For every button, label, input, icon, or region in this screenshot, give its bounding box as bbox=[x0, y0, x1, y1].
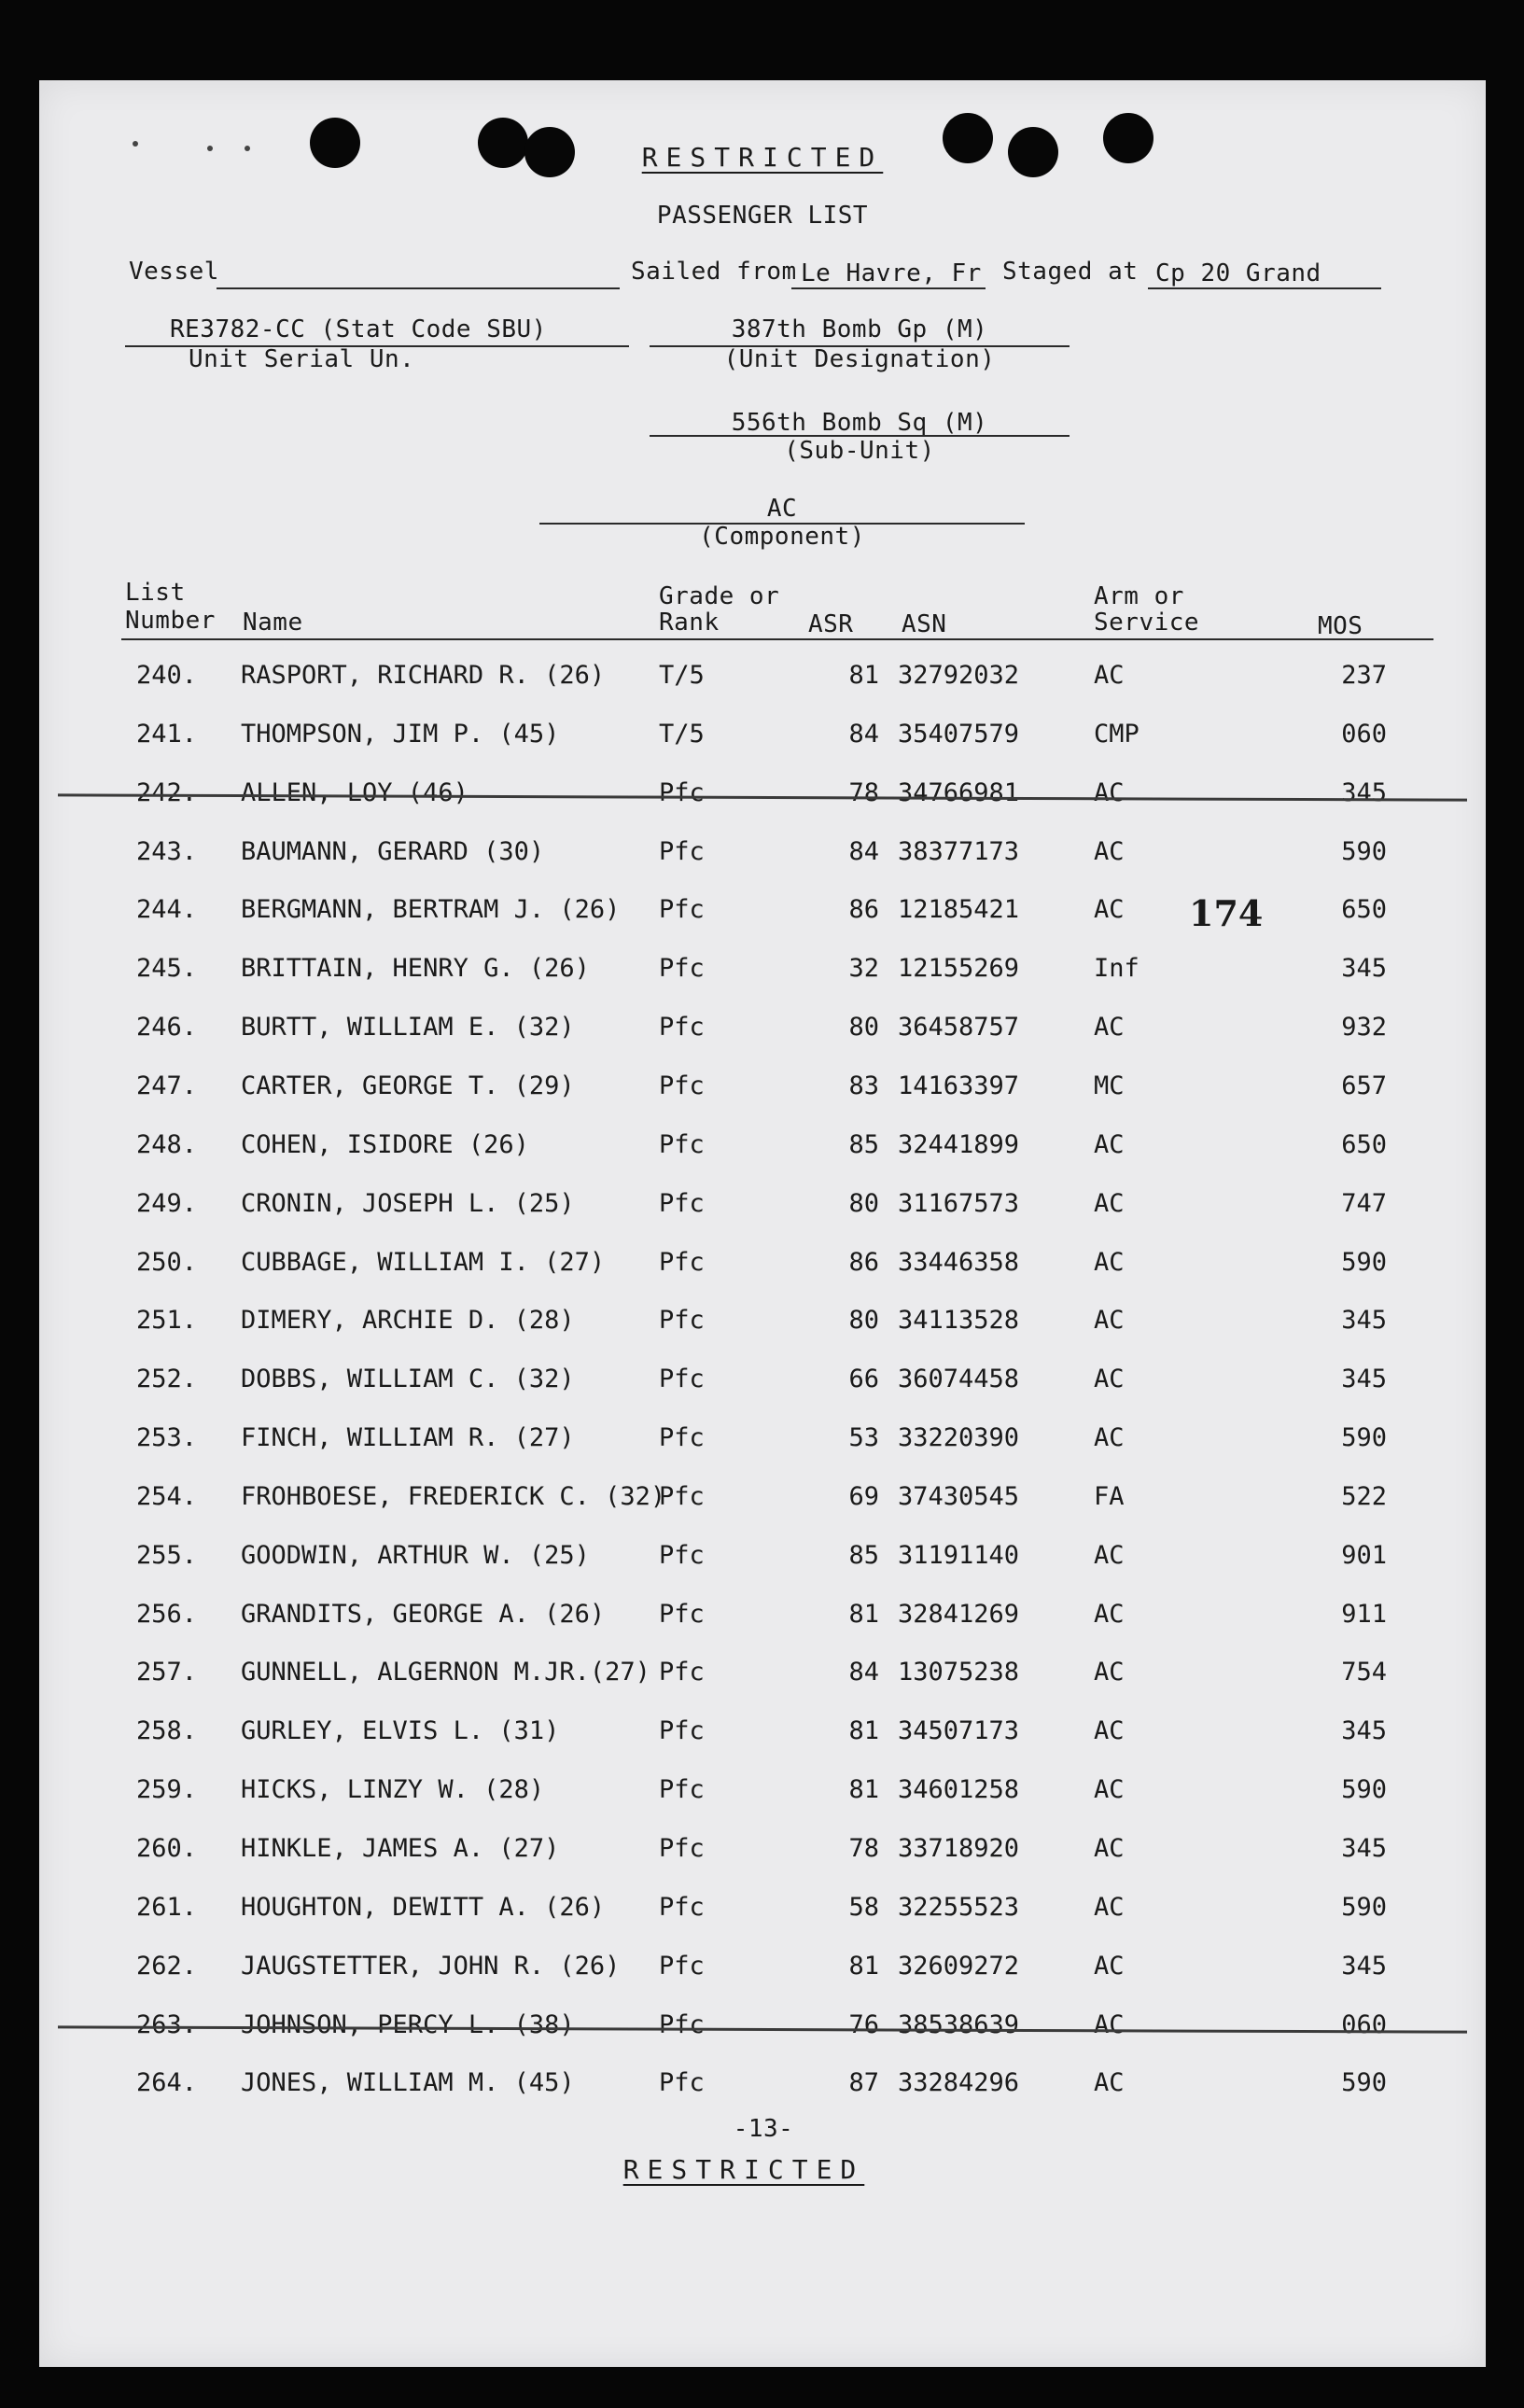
mos: 345 bbox=[1341, 1834, 1387, 1863]
passenger-name: BURTT, WILLIAM E. (32) bbox=[241, 1013, 575, 1043]
vessel-label: Vessel bbox=[129, 258, 219, 286]
mos: 345 bbox=[1341, 954, 1387, 984]
grade: Pfc bbox=[659, 1481, 705, 1511]
grade: Pfc bbox=[659, 836, 705, 866]
passenger-name: GRANDITS, GEORGE A. (26) bbox=[241, 1599, 606, 1629]
mos: 345 bbox=[1341, 1716, 1387, 1746]
arm-service: AC bbox=[1094, 1834, 1125, 1863]
table-row bbox=[39, 1423, 1486, 1461]
unit-serial-caption: Unit Serial Un. bbox=[189, 345, 415, 373]
arm-service: AC bbox=[1094, 1951, 1125, 1981]
passenger-name: DOBBS, WILLIAM C. (32) bbox=[241, 1365, 575, 1394]
asn: 36074458 bbox=[898, 1365, 1020, 1394]
component-value: AC bbox=[766, 495, 798, 523]
list-number: 264. bbox=[136, 2068, 198, 2098]
table-row bbox=[39, 2010, 1486, 2048]
mos: 060 bbox=[1341, 719, 1387, 749]
arm-service: AC bbox=[1094, 1365, 1125, 1394]
asr: 66 bbox=[848, 1365, 879, 1394]
asn: 32609272 bbox=[898, 1951, 1020, 1981]
asn: 14163397 bbox=[898, 1071, 1020, 1100]
asr: 69 bbox=[848, 1481, 879, 1511]
mos: 590 bbox=[1341, 836, 1387, 866]
mos: 522 bbox=[1341, 1481, 1387, 1511]
asr: 84 bbox=[848, 1658, 879, 1687]
grade: Pfc bbox=[659, 1013, 705, 1043]
mos: 657 bbox=[1341, 1071, 1387, 1100]
asn: 37430545 bbox=[898, 1481, 1020, 1511]
list-number: 257. bbox=[136, 1658, 198, 1687]
unit-designation-caption: (Unit Designation) bbox=[723, 345, 996, 373]
punch-hole bbox=[1103, 113, 1153, 163]
list-number: 252. bbox=[136, 1365, 198, 1394]
list-number: 246. bbox=[136, 1013, 198, 1043]
table-row bbox=[39, 1306, 1486, 1343]
staged-at-value: Cp 20 Grand bbox=[1155, 259, 1321, 287]
passenger-name: JAUGSTETTER, JOHN R. (26) bbox=[241, 1951, 621, 1981]
asn: 38538639 bbox=[898, 2009, 1020, 2039]
passenger-name: ALLEN, LOY (46) bbox=[241, 777, 468, 807]
grade: Pfc bbox=[659, 1599, 705, 1629]
table-row bbox=[39, 895, 1486, 932]
grade: Pfc bbox=[659, 1365, 705, 1394]
grade: Pfc bbox=[659, 895, 705, 925]
passenger-name: DIMERY, ARCHIE D. (28) bbox=[241, 1306, 575, 1336]
col-list-number-2: Number bbox=[125, 607, 216, 635]
sailed-from-underline bbox=[791, 287, 986, 289]
asn: 32792032 bbox=[898, 661, 1020, 690]
header-classification: RESTRICTED bbox=[641, 142, 884, 173]
table-row bbox=[39, 1893, 1486, 1930]
asn: 33446358 bbox=[898, 1247, 1020, 1277]
grade: Pfc bbox=[659, 1892, 705, 1922]
speck bbox=[245, 146, 250, 151]
col-arm-2: Service bbox=[1094, 609, 1200, 637]
col-asn: ASN bbox=[902, 610, 947, 638]
passenger-name: RASPORT, RICHARD R. (26) bbox=[241, 661, 606, 690]
arm-service: AC bbox=[1094, 1658, 1125, 1687]
mos: 590 bbox=[1341, 2068, 1387, 2098]
mos: 901 bbox=[1341, 1540, 1387, 1570]
asn: 31167573 bbox=[898, 1188, 1020, 1218]
asn: 12185421 bbox=[898, 895, 1020, 925]
mos: 237 bbox=[1341, 661, 1387, 690]
table-row bbox=[39, 1952, 1486, 1989]
asr: 86 bbox=[848, 1247, 879, 1277]
asr: 81 bbox=[848, 1599, 879, 1629]
asn: 32841269 bbox=[898, 1599, 1020, 1629]
arm-service: AC bbox=[1094, 1013, 1125, 1043]
sailed-from-label: Sailed from bbox=[631, 258, 797, 286]
list-number: 253. bbox=[136, 1423, 198, 1453]
arm-service: CMP bbox=[1094, 719, 1140, 749]
passenger-name: CUBBAGE, WILLIAM I. (27) bbox=[241, 1247, 606, 1277]
grade: T/5 bbox=[659, 719, 705, 749]
arm-service: MC bbox=[1094, 1071, 1125, 1100]
col-grade-2: Rank bbox=[659, 609, 720, 637]
header-rule bbox=[121, 638, 1433, 640]
sub-unit-caption: (Sub-Unit) bbox=[784, 437, 935, 465]
list-number: 243. bbox=[136, 836, 198, 866]
list-number: 260. bbox=[136, 1834, 198, 1863]
passenger-name: JOHNSON, PERCY L. (38) bbox=[241, 2009, 575, 2039]
col-name: Name bbox=[243, 609, 303, 637]
arm-service: AC bbox=[1094, 836, 1125, 866]
table-row bbox=[39, 720, 1486, 757]
table-row bbox=[39, 1834, 1486, 1871]
arm-service: AC bbox=[1094, 777, 1125, 807]
arm-service: AC bbox=[1094, 1306, 1125, 1336]
asr: 58 bbox=[848, 1892, 879, 1922]
grade: Pfc bbox=[659, 1247, 705, 1277]
footer-classification: RESTRICTED bbox=[622, 2154, 865, 2185]
list-number: 255. bbox=[136, 1540, 198, 1570]
asr: 76 bbox=[848, 2009, 879, 2039]
mos: 650 bbox=[1341, 895, 1387, 925]
asn: 34601258 bbox=[898, 1775, 1020, 1805]
list-number: 254. bbox=[136, 1481, 198, 1511]
grade: Pfc bbox=[659, 1775, 705, 1805]
arm-service: AC bbox=[1094, 1540, 1125, 1570]
grade: Pfc bbox=[659, 1834, 705, 1863]
list-number: 248. bbox=[136, 1129, 198, 1159]
arm-service: AC bbox=[1094, 1775, 1125, 1805]
page-stamp-number: 174 bbox=[1189, 892, 1264, 934]
asr: 85 bbox=[848, 1129, 879, 1159]
asr: 83 bbox=[848, 1071, 879, 1100]
arm-service: AC bbox=[1094, 1892, 1125, 1922]
asn: 33220390 bbox=[898, 1423, 1020, 1453]
asr: 32 bbox=[848, 954, 879, 984]
col-grade-1: Grade or bbox=[659, 582, 780, 610]
passenger-name: FINCH, WILLIAM R. (27) bbox=[241, 1423, 575, 1453]
asr: 81 bbox=[848, 1951, 879, 1981]
unit-serial-value: RE3782-CC (Stat Code SBU) bbox=[170, 315, 547, 343]
grade: Pfc bbox=[659, 1658, 705, 1687]
arm-service: AC bbox=[1094, 1247, 1125, 1277]
list-number: 261. bbox=[136, 1892, 198, 1922]
asn: 32441899 bbox=[898, 1129, 1020, 1159]
asn: 36458757 bbox=[898, 1013, 1020, 1043]
table-row bbox=[39, 837, 1486, 875]
table-row bbox=[39, 1071, 1486, 1109]
mos: 060 bbox=[1341, 2009, 1387, 2039]
asn: 34766981 bbox=[898, 777, 1020, 807]
punch-hole bbox=[310, 118, 360, 168]
asn: 32255523 bbox=[898, 1892, 1020, 1922]
mos: 345 bbox=[1341, 1306, 1387, 1336]
punch-hole bbox=[1008, 127, 1058, 177]
asr: 78 bbox=[848, 777, 879, 807]
asr: 85 bbox=[848, 1540, 879, 1570]
arm-service: AC bbox=[1094, 895, 1125, 925]
list-number: 258. bbox=[136, 1716, 198, 1746]
asn: 38377173 bbox=[898, 836, 1020, 866]
table-row bbox=[39, 1365, 1486, 1402]
passenger-name: BERGMANN, BERTRAM J. (26) bbox=[241, 895, 621, 925]
passenger-name: CRONIN, JOSEPH L. (25) bbox=[241, 1188, 575, 1218]
passenger-name: GURLEY, ELVIS L. (31) bbox=[241, 1716, 560, 1746]
speck bbox=[133, 141, 138, 147]
table-row bbox=[39, 1658, 1486, 1695]
mos: 590 bbox=[1341, 1892, 1387, 1922]
list-number: 251. bbox=[136, 1306, 198, 1336]
list-number: 262. bbox=[136, 1951, 198, 1981]
staged-at-label: Staged at bbox=[1002, 258, 1139, 286]
table-row bbox=[39, 1248, 1486, 1285]
grade: Pfc bbox=[659, 1540, 705, 1570]
grade: T/5 bbox=[659, 661, 705, 690]
page-title: PASSENGER LIST bbox=[656, 202, 869, 230]
passenger-name: CARTER, GEORGE T. (29) bbox=[241, 1071, 575, 1100]
mos: 747 bbox=[1341, 1188, 1387, 1218]
list-number: 250. bbox=[136, 1247, 198, 1277]
grade: Pfc bbox=[659, 954, 705, 984]
asn: 33718920 bbox=[898, 1834, 1020, 1863]
passenger-name: THOMPSON, JIM P. (45) bbox=[241, 719, 560, 749]
passenger-name: GUNNELL, ALGERNON M.JR.(27) bbox=[241, 1658, 650, 1687]
list-number: 245. bbox=[136, 954, 198, 984]
asr: 86 bbox=[848, 895, 879, 925]
speck bbox=[207, 146, 213, 151]
arm-service: AC bbox=[1094, 1129, 1125, 1159]
table-row bbox=[39, 1189, 1486, 1226]
asn: 31191140 bbox=[898, 1540, 1020, 1570]
grade: Pfc bbox=[659, 1951, 705, 1981]
table-row bbox=[39, 1013, 1486, 1050]
col-list-number-1: List bbox=[125, 579, 186, 607]
table-row bbox=[39, 1775, 1486, 1813]
asr: 80 bbox=[848, 1013, 879, 1043]
arm-service: AC bbox=[1094, 1599, 1125, 1629]
asn: 13075238 bbox=[898, 1658, 1020, 1687]
table-row bbox=[39, 1482, 1486, 1519]
asn: 35407579 bbox=[898, 719, 1020, 749]
passenger-name: BRITTAIN, HENRY G. (26) bbox=[241, 954, 590, 984]
list-number: 240. bbox=[136, 661, 198, 690]
table-row bbox=[39, 1716, 1486, 1754]
grade: Pfc bbox=[659, 1306, 705, 1336]
sub-unit-value: 556th Bomb Sq (M) bbox=[731, 409, 988, 437]
list-number: 244. bbox=[136, 895, 198, 925]
passenger-name: HINKLE, JAMES A. (27) bbox=[241, 1834, 560, 1863]
vessel-underline bbox=[217, 287, 620, 289]
mos: 911 bbox=[1341, 1599, 1387, 1629]
asn: 12155269 bbox=[898, 954, 1020, 984]
col-asr: ASR bbox=[808, 610, 854, 638]
col-arm-1: Arm or bbox=[1094, 582, 1184, 610]
asr: 78 bbox=[848, 1834, 879, 1863]
grade: Pfc bbox=[659, 2009, 705, 2039]
list-number: 256. bbox=[136, 1599, 198, 1629]
arm-service: AC bbox=[1094, 1716, 1125, 1746]
grade: Pfc bbox=[659, 1423, 705, 1453]
asr: 80 bbox=[848, 1188, 879, 1218]
grade: Pfc bbox=[659, 777, 705, 807]
asr: 81 bbox=[848, 1716, 879, 1746]
table-row bbox=[39, 2068, 1486, 2106]
arm-service: AC bbox=[1094, 2068, 1125, 2098]
asn: 34507173 bbox=[898, 1716, 1020, 1746]
asr: 87 bbox=[848, 2068, 879, 2098]
sailed-from-value: Le Havre, Fr bbox=[801, 259, 982, 287]
table-row bbox=[39, 954, 1486, 991]
list-number: 249. bbox=[136, 1188, 198, 1218]
asn: 33284296 bbox=[898, 2068, 1020, 2098]
staged-at-underline bbox=[1148, 287, 1381, 289]
grade: Pfc bbox=[659, 1129, 705, 1159]
list-number: 259. bbox=[136, 1775, 198, 1805]
asr: 81 bbox=[848, 661, 879, 690]
mos: 650 bbox=[1341, 1129, 1387, 1159]
unit-designation-value: 387th Bomb Gp (M) bbox=[731, 315, 988, 343]
passenger-name: HOUGHTON, DEWITT A. (26) bbox=[241, 1892, 606, 1922]
arm-service: AC bbox=[1094, 1423, 1125, 1453]
mos: 590 bbox=[1341, 1775, 1387, 1805]
grade: Pfc bbox=[659, 1071, 705, 1100]
arm-service: AC bbox=[1094, 2009, 1125, 2039]
table-row bbox=[39, 1600, 1486, 1637]
arm-service: Inf bbox=[1094, 954, 1140, 984]
mos: 345 bbox=[1341, 1951, 1387, 1981]
mos: 590 bbox=[1341, 1247, 1387, 1277]
passenger-name: HICKS, LINZY W. (28) bbox=[241, 1775, 545, 1805]
mos: 590 bbox=[1341, 1423, 1387, 1453]
table-row bbox=[39, 1541, 1486, 1578]
asr: 80 bbox=[848, 1306, 879, 1336]
passenger-name: JONES, WILLIAM M. (45) bbox=[241, 2068, 575, 2098]
list-number: 263. bbox=[136, 2009, 198, 2039]
document-page bbox=[39, 80, 1486, 2367]
list-number: 242. bbox=[136, 777, 198, 807]
mos: 345 bbox=[1341, 777, 1387, 807]
mos: 932 bbox=[1341, 1013, 1387, 1043]
grade: Pfc bbox=[659, 1188, 705, 1218]
asr: 84 bbox=[848, 719, 879, 749]
passenger-name: GOODWIN, ARTHUR W. (25) bbox=[241, 1540, 590, 1570]
asr: 53 bbox=[848, 1423, 879, 1453]
component-caption: (Component) bbox=[699, 523, 865, 551]
mos: 345 bbox=[1341, 1365, 1387, 1394]
arm-service: FA bbox=[1094, 1481, 1125, 1511]
list-number: 241. bbox=[136, 719, 198, 749]
asn: 34113528 bbox=[898, 1306, 1020, 1336]
table-row bbox=[39, 778, 1486, 816]
mos: 754 bbox=[1341, 1658, 1387, 1687]
asr: 84 bbox=[848, 836, 879, 866]
passenger-name: COHEN, ISIDORE (26) bbox=[241, 1129, 529, 1159]
arm-service: AC bbox=[1094, 1188, 1125, 1218]
list-number: 247. bbox=[136, 1071, 198, 1100]
grade: Pfc bbox=[659, 2068, 705, 2098]
passenger-name: BAUMANN, GERARD (30) bbox=[241, 836, 545, 866]
asr: 81 bbox=[848, 1775, 879, 1805]
col-mos: MOS bbox=[1318, 612, 1363, 640]
punch-hole bbox=[478, 118, 528, 168]
passenger-name: FROHBOESE, FREDERICK C. (32) bbox=[241, 1481, 666, 1511]
page-number: -13- bbox=[733, 2115, 794, 2143]
arm-service: AC bbox=[1094, 661, 1125, 690]
table-row bbox=[39, 661, 1486, 698]
grade: Pfc bbox=[659, 1716, 705, 1746]
table-row bbox=[39, 1130, 1486, 1168]
